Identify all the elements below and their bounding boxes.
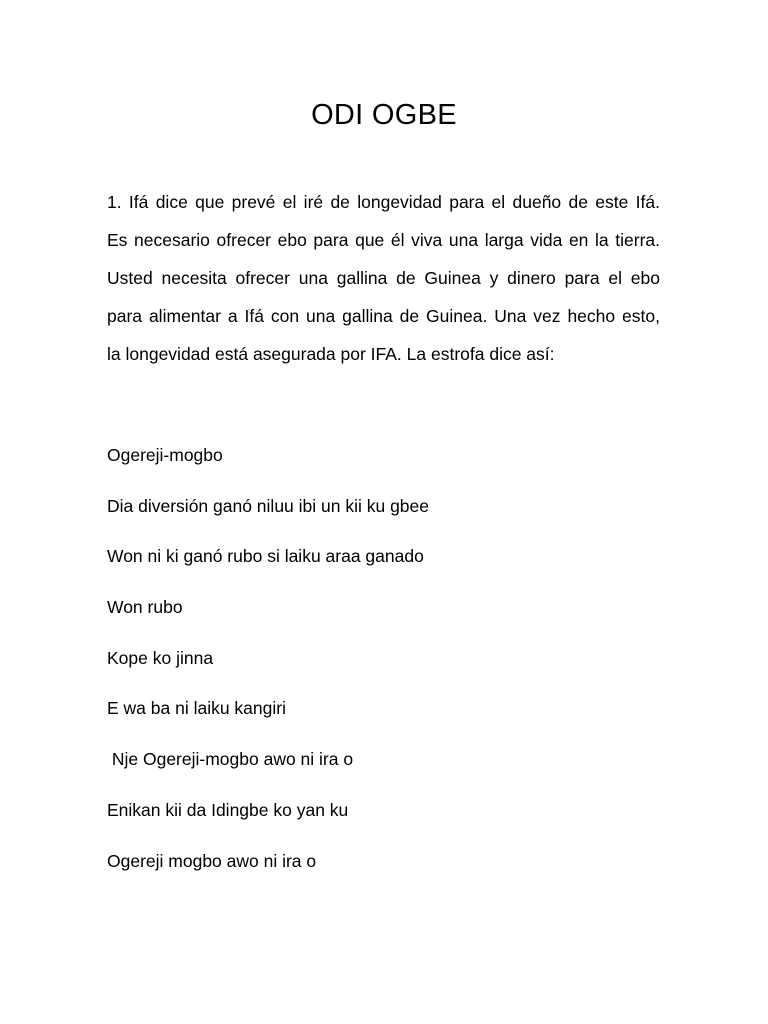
paragraph-line: la longevidad está asegurada por IFA. La estrofa dice así:	[107, 344, 555, 364]
verse-line: Won ni ki ganó rubo si laiku araa ganado	[107, 546, 424, 567]
paragraph-line: 1. Ifá dice que prevé el iré de longevidad para el dueño de este Ifá.	[107, 192, 660, 212]
verse-line: Dia diversión ganó niluu ibi un kii ku gbee	[107, 495, 430, 516]
verse-line: Ogereji mogbo awo ni ira o	[107, 850, 317, 871]
document-title: ODI OGBE	[311, 99, 457, 131]
paragraph-line: Es necesario ofrecer ebo para que él viva una larga vida en la tierra.	[107, 230, 660, 250]
paragraph-line: Usted necesita ofrecer una gallina de Guinea y dinero para el ebo	[107, 268, 660, 288]
verse-line: Enikan kii da Idingbe ko yan ku	[107, 799, 349, 820]
verse-line: Nje Ogereji-mogbo awo ni ira o	[107, 749, 354, 770]
verse-list	[107, 437, 707, 893]
verse-line: Kope ko jinna	[107, 647, 214, 668]
verse-line: Won rubo	[107, 597, 183, 618]
paragraph-line: para alimentar a Ifá con una gallina de Guinea. Una vez hecho esto,	[107, 306, 660, 326]
verse-line: Ogereji-mogbo	[107, 445, 223, 465]
intro-paragraph	[107, 183, 660, 373]
verse-line: E wa ba ni laiku kangiri	[107, 698, 286, 719]
